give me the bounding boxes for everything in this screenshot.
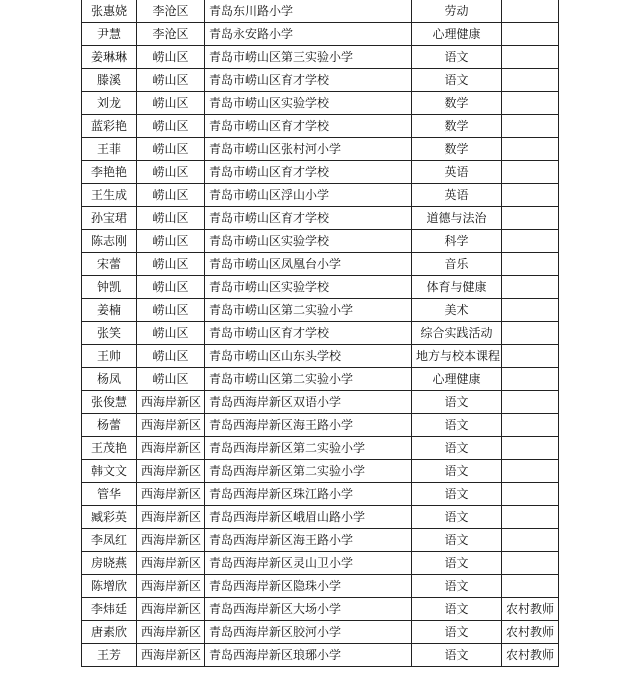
subject-cell: 劳动: [412, 0, 502, 23]
teacher-name-cell: 王生成: [82, 184, 137, 207]
district-cell: 崂山区: [137, 69, 205, 92]
teacher-name-cell: 刘龙: [82, 92, 137, 115]
teacher-name-cell: 张俊慧: [82, 391, 137, 414]
subject-cell: 体育与健康: [412, 276, 502, 299]
table-row: [82, 299, 559, 322]
table-row: [82, 345, 559, 368]
school-cell: 青岛西海岸新区第二实验小学: [205, 437, 412, 460]
district-cell: 西海岸新区: [137, 552, 205, 575]
school-cell: 青岛市崂山区浮山小学: [205, 184, 412, 207]
note-cell: [502, 207, 559, 230]
district-cell: 西海岸新区: [137, 506, 205, 529]
table-row: [82, 598, 559, 621]
table-row: [82, 368, 559, 391]
subject-cell: 数学: [412, 115, 502, 138]
school-cell: 青岛西海岸新区大场小学: [205, 598, 412, 621]
note-cell: [502, 391, 559, 414]
school-cell: 青岛市崂山区张村河小学: [205, 138, 412, 161]
district-cell: 崂山区: [137, 184, 205, 207]
subject-cell: 英语: [412, 161, 502, 184]
teacher-name-cell: 宋蕾: [82, 253, 137, 276]
subject-cell: 语文: [412, 391, 502, 414]
school-cell: 青岛市崂山区实验学校: [205, 230, 412, 253]
school-cell: 青岛市崂山区第二实验小学: [205, 299, 412, 322]
note-cell: [502, 184, 559, 207]
subject-cell: 语文: [412, 483, 502, 506]
school-cell: 青岛市崂山区育才学校: [205, 69, 412, 92]
subject-cell: 道德与法治: [412, 207, 502, 230]
teacher-name-cell: 唐素欣: [82, 621, 137, 644]
table-row: [82, 230, 559, 253]
roster-body: [82, 0, 559, 667]
note-cell: [502, 506, 559, 529]
district-cell: 崂山区: [137, 299, 205, 322]
teacher-name-cell: 姜琳琳: [82, 46, 137, 69]
district-cell: 李沧区: [137, 23, 205, 46]
teacher-roster-sheet: [81, 0, 561, 667]
teacher-name-cell: 王芳: [82, 644, 137, 667]
table-row: [82, 138, 559, 161]
table-row: [82, 161, 559, 184]
teacher-name-cell: 臧彩英: [82, 506, 137, 529]
table-row: [82, 0, 559, 23]
subject-cell: 语文: [412, 575, 502, 598]
note-cell: [502, 575, 559, 598]
note-cell: [502, 483, 559, 506]
subject-cell: 数学: [412, 92, 502, 115]
subject-cell: 语文: [412, 552, 502, 575]
table-row: [82, 414, 559, 437]
teacher-name-cell: 杨凤: [82, 368, 137, 391]
note-cell: [502, 0, 559, 23]
school-cell: 青岛西海岸新区灵山卫小学: [205, 552, 412, 575]
teacher-name-cell: 陈增欣: [82, 575, 137, 598]
subject-cell: 语文: [412, 46, 502, 69]
subject-cell: 语文: [412, 506, 502, 529]
note-cell: [502, 92, 559, 115]
school-cell: 青岛西海岸新区峨眉山路小学: [205, 506, 412, 529]
district-cell: 崂山区: [137, 207, 205, 230]
subject-cell: 综合实践活动: [412, 322, 502, 345]
subject-cell: 语文: [412, 529, 502, 552]
teacher-name-cell: 钟凯: [82, 276, 137, 299]
school-cell: 青岛市崂山区第二实验小学: [205, 368, 412, 391]
subject-cell: 心理健康: [412, 368, 502, 391]
table-row: [82, 207, 559, 230]
table-row: [82, 253, 559, 276]
teacher-roster-table: [81, 0, 559, 667]
note-cell: [502, 345, 559, 368]
table-row: [82, 92, 559, 115]
district-cell: 西海岸新区: [137, 391, 205, 414]
subject-cell: 语文: [412, 437, 502, 460]
teacher-name-cell: 杨蕾: [82, 414, 137, 437]
note-cell: 农村教师: [502, 621, 559, 644]
table-row: [82, 529, 559, 552]
district-cell: 西海岸新区: [137, 414, 205, 437]
school-cell: 青岛市崂山区育才学校: [205, 207, 412, 230]
table-row: [82, 644, 559, 667]
district-cell: 西海岸新区: [137, 529, 205, 552]
school-cell: 青岛西海岸新区胶河小学: [205, 621, 412, 644]
table-row: [82, 575, 559, 598]
school-cell: 青岛市崂山区育才学校: [205, 115, 412, 138]
note-cell: [502, 115, 559, 138]
note-cell: [502, 460, 559, 483]
district-cell: 西海岸新区: [137, 598, 205, 621]
note-cell: [502, 230, 559, 253]
school-cell: 青岛市崂山区育才学校: [205, 322, 412, 345]
teacher-name-cell: 滕溪: [82, 69, 137, 92]
note-cell: [502, 161, 559, 184]
table-row: [82, 69, 559, 92]
note-cell: [502, 138, 559, 161]
district-cell: 西海岸新区: [137, 483, 205, 506]
teacher-name-cell: 王茂艳: [82, 437, 137, 460]
table-row: [82, 460, 559, 483]
school-cell: 青岛市崂山区第三实验小学: [205, 46, 412, 69]
school-cell: 青岛西海岸新区海王路小学: [205, 414, 412, 437]
note-cell: [502, 414, 559, 437]
teacher-name-cell: 王菲: [82, 138, 137, 161]
teacher-name-cell: 李凤红: [82, 529, 137, 552]
school-cell: 青岛西海岸新区海王路小学: [205, 529, 412, 552]
district-cell: 崂山区: [137, 276, 205, 299]
subject-cell: 语文: [412, 69, 502, 92]
school-cell: 青岛市崂山区实验学校: [205, 92, 412, 115]
district-cell: 崂山区: [137, 322, 205, 345]
note-cell: [502, 253, 559, 276]
teacher-name-cell: 蓝彩艳: [82, 115, 137, 138]
subject-cell: 语文: [412, 414, 502, 437]
teacher-name-cell: 王帅: [82, 345, 137, 368]
note-cell: [502, 69, 559, 92]
school-cell: 青岛西海岸新区隐珠小学: [205, 575, 412, 598]
table-row: [82, 621, 559, 644]
teacher-name-cell: 管华: [82, 483, 137, 506]
table-row: [82, 276, 559, 299]
district-cell: 崂山区: [137, 253, 205, 276]
note-cell: [502, 276, 559, 299]
table-row: [82, 483, 559, 506]
district-cell: 崂山区: [137, 92, 205, 115]
district-cell: 崂山区: [137, 368, 205, 391]
teacher-name-cell: 张笑: [82, 322, 137, 345]
table-row: [82, 184, 559, 207]
table-row: [82, 23, 559, 46]
district-cell: 崂山区: [137, 345, 205, 368]
subject-cell: 美术: [412, 299, 502, 322]
teacher-name-cell: 李艳艳: [82, 161, 137, 184]
district-cell: 西海岸新区: [137, 644, 205, 667]
school-cell: 青岛西海岸新区双语小学: [205, 391, 412, 414]
district-cell: 崂山区: [137, 161, 205, 184]
subject-cell: 语文: [412, 460, 502, 483]
district-cell: 西海岸新区: [137, 437, 205, 460]
subject-cell: 数学: [412, 138, 502, 161]
note-cell: [502, 23, 559, 46]
note-cell: [502, 437, 559, 460]
school-cell: 青岛西海岸新区琅琊小学: [205, 644, 412, 667]
teacher-name-cell: 房晓燕: [82, 552, 137, 575]
note-cell: 农村教师: [502, 644, 559, 667]
teacher-name-cell: 韩文文: [82, 460, 137, 483]
note-cell: 农村教师: [502, 598, 559, 621]
teacher-name-cell: 张惠娆: [82, 0, 137, 23]
note-cell: [502, 529, 559, 552]
school-cell: 青岛市崂山区山东头学校: [205, 345, 412, 368]
note-cell: [502, 299, 559, 322]
teacher-name-cell: 尹慧: [82, 23, 137, 46]
district-cell: 西海岸新区: [137, 575, 205, 598]
teacher-name-cell: 李炜廷: [82, 598, 137, 621]
teacher-name-cell: 孙宝珺: [82, 207, 137, 230]
school-cell: 青岛西海岸新区珠江路小学: [205, 483, 412, 506]
subject-cell: 地方与校本课程: [412, 345, 502, 368]
table-row: [82, 115, 559, 138]
note-cell: [502, 46, 559, 69]
teacher-name-cell: 陈志刚: [82, 230, 137, 253]
table-row: [82, 437, 559, 460]
table-row: [82, 506, 559, 529]
district-cell: 崂山区: [137, 115, 205, 138]
note-cell: [502, 322, 559, 345]
district-cell: 李沧区: [137, 0, 205, 23]
table-row: [82, 322, 559, 345]
school-cell: 青岛市崂山区凤凰台小学: [205, 253, 412, 276]
subject-cell: 语文: [412, 644, 502, 667]
school-cell: 青岛市崂山区实验学校: [205, 276, 412, 299]
subject-cell: 音乐: [412, 253, 502, 276]
district-cell: 崂山区: [137, 138, 205, 161]
note-cell: [502, 368, 559, 391]
district-cell: 崂山区: [137, 46, 205, 69]
school-cell: 青岛东川路小学: [205, 0, 412, 23]
table-row: [82, 391, 559, 414]
table-row: [82, 552, 559, 575]
subject-cell: 语文: [412, 598, 502, 621]
subject-cell: 科学: [412, 230, 502, 253]
subject-cell: 语文: [412, 621, 502, 644]
subject-cell: 英语: [412, 184, 502, 207]
school-cell: 青岛西海岸新区第二实验小学: [205, 460, 412, 483]
district-cell: 西海岸新区: [137, 460, 205, 483]
note-cell: [502, 552, 559, 575]
school-cell: 青岛永安路小学: [205, 23, 412, 46]
table-row: [82, 46, 559, 69]
school-cell: 青岛市崂山区育才学校: [205, 161, 412, 184]
subject-cell: 心理健康: [412, 23, 502, 46]
district-cell: 西海岸新区: [137, 621, 205, 644]
district-cell: 崂山区: [137, 230, 205, 253]
teacher-name-cell: 姜楠: [82, 299, 137, 322]
